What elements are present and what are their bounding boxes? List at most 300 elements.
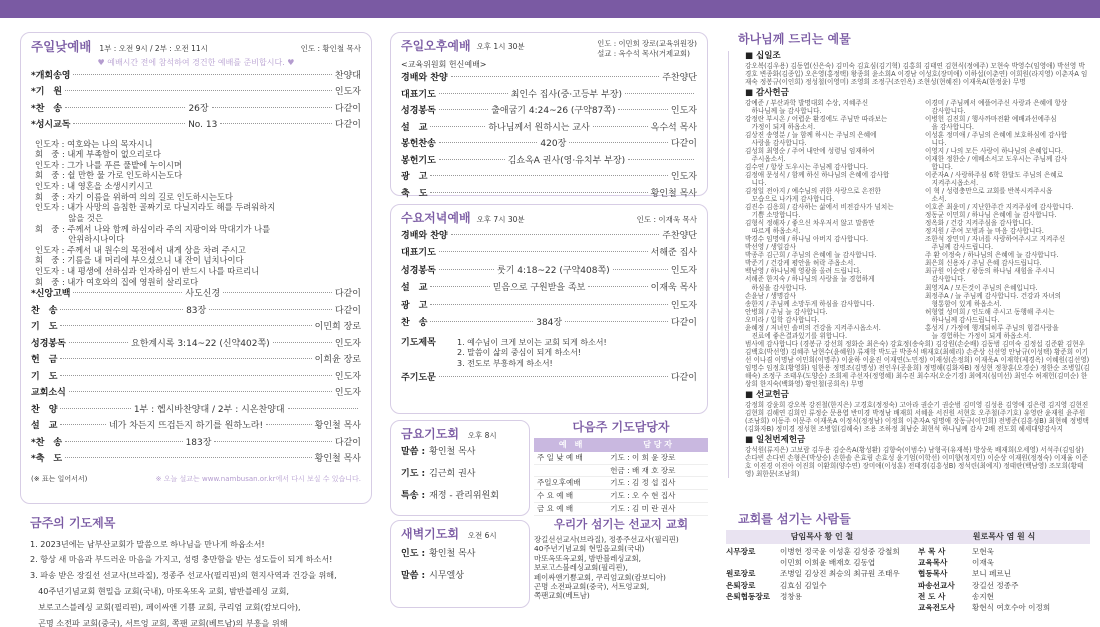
afternoon-order-label: 경배와 찬양 bbox=[401, 73, 448, 84]
worship-order-label: *개회송영 bbox=[31, 70, 71, 81]
friday-title: 금요기도회 bbox=[401, 427, 459, 441]
thanks-entry: 을 감사합니다. bbox=[925, 122, 975, 131]
worship-order-row bbox=[31, 120, 361, 137]
worship-order-leader: 다같이 bbox=[334, 289, 362, 300]
service-cell bbox=[534, 464, 607, 477]
thanks-entry: 박준기 / 건강케 평안을 허락 주옵소서. bbox=[745, 259, 856, 268]
prayer-topic: 3. 파송 받은 장길선 선교사(브라질), 정종주 선교사(필리핀)의 현지사역과 건강을 위해, bbox=[30, 570, 337, 581]
thanks-entry: 최영지A / 모든것이 주님의 은혜입니다. bbox=[925, 283, 1038, 292]
worship-order-label: 찬 송 bbox=[31, 305, 58, 316]
thanks-entry: 정동균 이민희 / 하나님 은혜에 늘 감사합니다. bbox=[925, 211, 1057, 220]
wednesday-order-row bbox=[401, 283, 697, 301]
thanks-entry: 소서. bbox=[925, 195, 947, 204]
morning-notice: ♥ 예배시간 전에 참석하여 경건한 예배를 준비합시다. ♥ bbox=[97, 58, 295, 68]
weekly-thanks-label: 범사에 감사합니다 bbox=[745, 339, 799, 348]
afternoon-preacher: 설교 : 옥수석 목사(거제교회) bbox=[597, 48, 690, 58]
worship-order-label: *축 도 bbox=[31, 454, 63, 465]
worship-order-label: *성시교독 bbox=[31, 120, 71, 131]
wednesday-order-content: 믿음으로 구원받을 족보 bbox=[492, 283, 586, 294]
thanks-entry: 송한지 / 주님께 소망두게 하심을 감사합니다. bbox=[745, 299, 875, 308]
dawn-row-value: 시무엘상 bbox=[429, 570, 464, 581]
building-offering-label: 일천번제헌금 bbox=[756, 435, 806, 446]
thanks-entry: 니다. bbox=[745, 179, 767, 188]
afternoon-order bbox=[401, 73, 697, 205]
afternoon-order-leader: 다같이 bbox=[670, 139, 697, 150]
thanks-entry: 감사합니다. bbox=[925, 275, 966, 284]
wednesday-order-leader: 인도자 bbox=[670, 300, 697, 311]
servant-names: 이민희 이희윤 배재호 김동엽 bbox=[780, 558, 876, 568]
afternoon-order-label: 축 도 bbox=[401, 188, 428, 199]
servant-row bbox=[918, 546, 1090, 557]
dawn-prayer-box bbox=[390, 520, 530, 608]
friday-row bbox=[401, 447, 519, 469]
senior-pastor: 담임목사 황 인 철 bbox=[790, 531, 854, 541]
afternoon-title: 주일오후예배 bbox=[401, 39, 471, 53]
thanks-entry: 형통함이 있게 하옵소서. bbox=[925, 299, 1002, 308]
wednesday-order-leader: 이재욱 목사 bbox=[650, 283, 697, 294]
wednesday-order-label: 성경봉독 bbox=[401, 265, 436, 276]
table-row bbox=[534, 477, 708, 490]
servant-names: 조병일 김상진 최승의 최규원 조태우 bbox=[780, 569, 900, 579]
afternoon-order-content: 최인수 집사(중·고등부 부장) bbox=[510, 89, 623, 100]
servant-names: 보니 페르닌 bbox=[972, 569, 1012, 579]
worship-order-row bbox=[31, 388, 361, 405]
thanks-entry: 최규원 이순란 / 광동의 하나님 새힘을 주시니 bbox=[925, 267, 1055, 276]
morning-order-continued bbox=[31, 289, 361, 471]
tithe-list: 강오복(김우용) 김동엽(신은숙) 김미숙 김효심(김기혁) 김홍희 김태연 김현식(정예주) 모현숙 박영수(임영애) 박선영 박경호 변종화(김종입) 오은영(홍정택) 왕종희 윤소희A 이경남 이성호(장미애) 이하섭(이춘연) 이희원(라지영) 이춘자A 임재숙 정봉규(이인희) 정성철(이영미) 조영희 조정구(조인옥) 조현성(현혜진) 이재욱A(한정윤) 무명 bbox=[745, 61, 1088, 86]
servant-names: 이병헌 정국윤 이성훈 김성중 강철희 bbox=[780, 546, 900, 556]
thanks-entry: 김진수 김응희 / 감사하는 삶에서 비전감사가 넘치는 bbox=[745, 203, 894, 212]
afternoon-order-row bbox=[401, 189, 697, 206]
thanks-entry: 안병희 / 주님 늘 감사합니다. bbox=[745, 307, 828, 316]
afternoon-order-row bbox=[401, 90, 697, 107]
afternoon-order-content: 420장 bbox=[540, 139, 567, 150]
friday-row-label: 특송 : bbox=[401, 490, 426, 501]
thanks-entry: 진료에 좋은결과있기를 위합니다. bbox=[745, 331, 848, 340]
building-offering-list: 강석원(류지은) 고보람 김두용 김순옥A(황성환) 김향숙(이범수) 남형곡(유재복) 방상욱 배재희(오세영) 서석주(김임삼) 손다빈 손다빈 손형은(박상승) 손한솔 은효림 손효성 윤기엄(이학선) 이미향(정지인) 이순상 이재원(정정숙) 이재율 이준호 이진경 이진아 이진희 이환희(양수연) 장미애(이성훈) 전태경(김흥성B) 정석린(최예지) 정태란(백남영) 조모희(황태영) 최한문(조남희) bbox=[745, 446, 1089, 479]
sermon-online-note: ※ 오늘 설교는 www.nambusan.or.kr에서 다시 보실 수 있습니다. bbox=[155, 474, 361, 483]
thanks-entry: 박경수 임명애 / 하나님 아버지 감사합니다. bbox=[745, 235, 869, 244]
worship-order-content: 요한계시록 3:14~22 (신약402쪽) bbox=[131, 338, 270, 349]
assignee-cell: 기도 : 김 미 란 권사 bbox=[607, 502, 708, 515]
afternoon-order-label: 광 고 bbox=[401, 172, 428, 183]
thanks-entry: 주 환 이정숙 / 하나님의 은혜에 늘 감사합니다. bbox=[925, 251, 1059, 260]
worship-order-content: 1부 : 헵시바찬양대 / 2부 : 시온찬양대 bbox=[133, 404, 285, 415]
servant-row bbox=[726, 546, 918, 557]
assignee-cell: 기도 : 김 정 섭 집사 bbox=[607, 477, 708, 490]
morning-title: 주일낮예배 bbox=[31, 39, 92, 54]
thanks-entry: 합니다. bbox=[925, 163, 953, 172]
morning-times: 1부 : 오전 9시 / 2부 : 오전 11시 bbox=[99, 44, 208, 53]
worship-order-label: *찬 송 bbox=[31, 103, 63, 114]
psalm-reading bbox=[35, 139, 361, 288]
friday-row-label: 기도 : bbox=[401, 468, 426, 479]
mission-churches bbox=[534, 517, 708, 601]
litany-line: 회 중 : 자기 이름을 위하여 의의 길로 인도하시는도다 bbox=[35, 191, 233, 202]
thanks-entry: 김정애 문성식 / 함께 하신 하나님의 은혜에 감사합 bbox=[745, 171, 890, 180]
worship-order-label: 헌 금 bbox=[31, 355, 58, 366]
thanks-entry: 조한석 장민미 / 자녀를 사랑하여주시고 지켜주신 bbox=[925, 235, 1066, 244]
thanks-entry: 정지원 / 주여 모범과 늘 마음 감사합니다. bbox=[925, 227, 1044, 236]
thanks-entry: 이재한 정한순 / 에베소서고 도우시는 주님께 감사 bbox=[925, 155, 1068, 163]
table-header: 담 당 자 bbox=[607, 438, 708, 452]
morning-preacher: 인도 : 황인철 목사 bbox=[300, 44, 361, 53]
afternoon-order-leader: 인도자 bbox=[670, 106, 698, 117]
afternoon-order-label: 성경봉독 bbox=[401, 106, 436, 117]
worship-order-row bbox=[31, 372, 361, 389]
service-cell: 금 요 예 배 bbox=[534, 502, 607, 515]
wednesday-prayer-item: 3. 전도로 부흥하게 하소서! bbox=[457, 359, 553, 369]
afternoon-order-label: 설 교 bbox=[401, 122, 428, 133]
wednesday-order bbox=[401, 231, 697, 336]
servant-role: 파송선교사 bbox=[918, 580, 955, 590]
friday-prayer-box bbox=[390, 420, 530, 516]
thanks-entry: 하심을 감사합니다. bbox=[745, 283, 807, 292]
thanks-entry: 김성희 최영순 / 주여 내안에 성령님 임재하여 bbox=[745, 146, 875, 155]
thanks-entry: 기쁨 소망합니다. bbox=[745, 211, 801, 220]
service-cell: 수 요 예 배 bbox=[534, 490, 607, 503]
worship-order-row bbox=[31, 339, 361, 356]
litany-line: 회 중 : 내게 부족함이 없으리로다 bbox=[35, 149, 161, 160]
afternoon-order-content: 출애굽기 4:24~26 (구약87쪽) bbox=[491, 106, 616, 117]
worship-order-content: 26장 bbox=[188, 103, 209, 114]
prayer-topic: 40주년기념교회 현밀읍 교회(국내), 마또옥또옥 교회, 밤반블레싱 교회, bbox=[30, 585, 289, 596]
thanks-entry: 최정주A / 늘 주님께 감사합니다. 건강과 자녀의 bbox=[925, 291, 1062, 300]
wednesday-order-label: 광 고 bbox=[401, 300, 428, 311]
servant-names: 이재욱 bbox=[972, 558, 995, 568]
thanks-entry: 손윤남 / 생명감사 bbox=[745, 291, 797, 300]
servant-role: 은퇴협동장로 bbox=[726, 591, 771, 601]
lords-prayer-value: 다같이 bbox=[670, 372, 697, 383]
afternoon-order-label: 봉헌기도 bbox=[401, 155, 436, 166]
servant-role: 부 목 사 bbox=[918, 546, 946, 556]
friday-time: 오후 8시 bbox=[467, 431, 497, 440]
thanks-entry: 홍성지 / 가정에 행계되히루 주님의 힘결사랑을 bbox=[925, 323, 1059, 332]
mission-offering-list: 강정희 강윤희 강오복 강진철(한지은) 고경호(정정숙) 고아라 권순기 권순범 김미영 김성용 김영애 김은령 김지영 김현진 김현희 김해연 김희인 류정순 문용엽 반미경 박정남 배재희 서혜윤 서진원 서현호 오주철(주기호) 유영란 윤재원 윤주원(조남희) 이동주 이문주 이재욱A 이정식(정정남) 이정희 이춘자A 임명애 장동규(이민희) 전병준(김흥성B) 최현혜 정병택(김화자B) 정미경 정성현 조병일(김해숙) 조용 조하정 최남순 최현석 하나님께 감사 2배 전도회 헤세대양감사지 bbox=[745, 400, 1089, 434]
servant-row bbox=[726, 580, 918, 591]
thanks-entry: 모습으로 나가게 감사합니다. bbox=[745, 195, 835, 204]
afternoon-order-row bbox=[401, 156, 697, 173]
thanks-entry: 박선영 / 생일감사 bbox=[745, 243, 797, 252]
worship-order-leader: 인도자 bbox=[334, 388, 361, 399]
prayer-topic: 보로고스블레싱 교회(필리핀), 페이싸앤 기쁨 교회, 쿠리엄 교회(캄보디아), bbox=[30, 601, 301, 612]
thanks-entry: 김정일 전아지 / 예수님의 귀한 사랑으로 온전한 bbox=[745, 187, 881, 196]
worship-order-label: 기 도 bbox=[31, 371, 58, 382]
afternoon-order-row bbox=[401, 73, 697, 90]
worship-order-label: *찬 송 bbox=[31, 437, 63, 448]
afternoon-order-row bbox=[401, 123, 697, 140]
worship-order-label: *기 원 bbox=[31, 87, 63, 98]
friday-row-value: 김근희 권사 bbox=[429, 468, 476, 479]
thanks-entry: 이 혁 / 성령충만으로 교회를 반복시켜주시옵 bbox=[925, 187, 1053, 196]
worship-order-content: 사도신경 bbox=[185, 289, 221, 300]
worship-order-row bbox=[31, 306, 361, 323]
wednesday-order-row bbox=[401, 318, 697, 336]
wednesday-order-label: 경배와 찬양 bbox=[401, 230, 448, 241]
thanks-entry: 늘 경험하는 가정이 되게 하옵소서. bbox=[925, 331, 1032, 340]
thanks-entry: 가정이 되게 하옵소서. bbox=[745, 122, 816, 131]
morning-order bbox=[31, 71, 361, 137]
friday-row-value: 황인철 목사 bbox=[429, 446, 476, 457]
mission-church: 마또옥또옥교회, 밤반블레싱교회, bbox=[534, 553, 642, 563]
worship-order-row bbox=[31, 104, 361, 121]
litany-line: 인도자 : 내가 사망의 음침한 골짜기로 다닐지라도 해를 두려워하지 bbox=[35, 202, 276, 213]
thanks-entry: 이호준 최윤미 / 지난한주간 지켜주심에 감사합니다. bbox=[925, 203, 1074, 212]
table-header: 예 배 bbox=[534, 438, 607, 452]
thanks-entry: 이성훈 정미애 / 주님의 은혜에 보호하심에 감사합 bbox=[925, 130, 1068, 139]
dawn-row-label: 말씀 : bbox=[401, 570, 426, 581]
servant-row bbox=[726, 557, 918, 568]
servant-role: 전 도 사 bbox=[918, 591, 946, 601]
dawn-row-value: 황인철 목사 bbox=[429, 548, 476, 559]
worship-order-row bbox=[31, 438, 361, 455]
worship-order-label: 기 도 bbox=[31, 322, 58, 333]
prayer-topics bbox=[30, 516, 375, 627]
servant-names: 정창용 bbox=[780, 591, 803, 601]
mission-church: 페이싸앤기쁨교회, 쿠리엄교회(캄보디아) bbox=[534, 572, 666, 582]
thanks-entry: 하나님께 감사드립니다. bbox=[925, 315, 1000, 324]
litany-line: 회 중 : 주께서 나와 함께 하심이라 주의 지팡이와 막대기가 나를 bbox=[35, 223, 271, 234]
next-week-title: 다음주 기도담당자 bbox=[572, 420, 670, 434]
servant-row bbox=[918, 557, 1090, 568]
thanks-entry: 최은희 신용자 / 주님 은혜 감사드립니다. bbox=[925, 259, 1042, 268]
thanks-entry: 감사합니다. bbox=[925, 106, 966, 115]
wednesday-order-content: 384장 bbox=[536, 318, 563, 329]
afternoon-order-content: 김쇼옥A 권사(영·유치부 부장) bbox=[507, 155, 626, 166]
thanks-entry: 김형식 정해자 / 좋으신 차우저서 않고 말씀만 bbox=[745, 219, 875, 228]
servant-row bbox=[918, 602, 1090, 613]
wednesday-order-row bbox=[401, 231, 697, 249]
servant-names: 모현욱 bbox=[972, 546, 995, 556]
mission-offering-label: 선교헌금 bbox=[756, 389, 789, 400]
servants-title: 교회를 섬기는 사람들 bbox=[738, 512, 851, 526]
servant-row bbox=[918, 580, 1090, 591]
dawn-time: 오전 6시 bbox=[467, 531, 497, 540]
thanks-entry: 주님께 감사드립니다. bbox=[925, 243, 994, 252]
litany-line: 않을 것은 bbox=[35, 212, 103, 223]
header-bar bbox=[0, 0, 1100, 18]
worship-order-content: No. 13 bbox=[188, 120, 218, 131]
thanks-entry: 김수연 / 항상 도우시는 주님께 감사합니다. bbox=[745, 163, 869, 172]
litany-line: 회 중 : 쉴 만한 물 가로 인도하시는도다 bbox=[35, 170, 183, 181]
worship-order-leader: 다같이 bbox=[334, 103, 362, 114]
afternoon-order-row bbox=[401, 106, 697, 123]
worship-order-leader: 황인철 목사 bbox=[314, 454, 361, 465]
thanks-entry: 강정란 부시온 / 어렵운 환경에도 주님만 따라보는 bbox=[745, 114, 888, 123]
worship-order-label: *신앙고백 bbox=[31, 289, 71, 300]
worship-order-leader: 인도자 bbox=[334, 338, 361, 349]
litany-line: 인도자 : 여호와는 나의 목자시니 bbox=[35, 138, 153, 149]
servant-role: 협동목사 bbox=[918, 569, 948, 579]
servant-row bbox=[918, 591, 1090, 602]
table-row bbox=[534, 490, 708, 503]
servant-row bbox=[726, 591, 918, 602]
thanks-entry: 김상진 송영분 / 늘 함께 하시는 주님의 은혜에 bbox=[745, 130, 877, 139]
thanks-entry: 강예준 / 부산과학 발명대회 수상, 지혜주신 bbox=[745, 98, 869, 107]
worship-order-leader: 이희윤 장로 bbox=[314, 355, 361, 366]
worship-order-leader: 황인철 목사 bbox=[314, 421, 362, 432]
wednesday-order-label: 찬 송 bbox=[401, 318, 428, 329]
wednesday-order-leader: 서해준 집사 bbox=[650, 248, 697, 259]
mission-church: 보로고스블레싱교회(필리핀), bbox=[534, 563, 628, 573]
servant-names: 송지현 bbox=[972, 591, 995, 601]
worship-order-row bbox=[31, 322, 361, 339]
wednesday-prayer-item: 1. 예수님이 크게 보이는 교회 되게 하소서! bbox=[457, 337, 607, 347]
worship-order-content: 네가 차든지 뜨겁든지 하기를 원하노라! bbox=[108, 421, 264, 432]
mission-church: 쪽팬교회(베트남) bbox=[534, 591, 590, 601]
worship-order-row bbox=[31, 71, 361, 88]
litany-line: 회 중 : 기름을 내 머리에 부으셨으니 내 잔이 넘치나이다 bbox=[35, 255, 244, 266]
servant-names: 김효심 김일수 bbox=[780, 580, 827, 590]
worship-order-row bbox=[31, 87, 361, 104]
next-week-prayer bbox=[534, 420, 708, 516]
friday-row-label: 말씀 : bbox=[401, 446, 426, 457]
worship-order-content: 83장 bbox=[186, 305, 207, 316]
morning-service-box bbox=[20, 32, 372, 504]
servant-role: 교육전도사 bbox=[918, 603, 955, 613]
litany-line: 인도자 : 내 영혼을 소생시키시고 bbox=[35, 181, 153, 192]
table-row bbox=[534, 452, 708, 464]
thanks-entry: 백남영 / 하나님께 영광을 올려 드립니다. bbox=[745, 267, 862, 276]
mission-church: 40주년기념교회 현밀읍교회(국내) bbox=[534, 544, 645, 554]
wednesday-order-content: 룻기 4:18~22 (구약408쪽) bbox=[497, 265, 610, 276]
offerings-title: 하나님께 드리는 예물 bbox=[738, 32, 851, 46]
prayer-topic: 2. 항상 새 마음과 부드러운 마음을 가지고, 성령 충만함을 받는 성도들이 되게 하소서! bbox=[30, 554, 333, 565]
worship-order-leader: 인도자 bbox=[334, 87, 361, 98]
service-cell: 주일오후예배 bbox=[534, 477, 607, 490]
servant-names: 황현식 여호수아 이정희 bbox=[972, 603, 1051, 613]
dawn-row bbox=[401, 549, 519, 571]
thanks-entry: 니다. bbox=[925, 138, 947, 147]
servant-role: 원로장로 bbox=[726, 569, 756, 579]
wednesday-prayer-label: 기도제목 bbox=[401, 337, 436, 348]
wednesday-order-row bbox=[401, 266, 697, 284]
worship-order-label: 교회소식 bbox=[31, 388, 66, 399]
thanks-entry: 이영지 / 나의 모든 사랑이 하나님의 은혜입니다. bbox=[925, 146, 1063, 155]
litany-line: 인도자 : 그가 나를 푸른 풀밭에 누이시며 bbox=[35, 159, 182, 170]
wednesday-order-label: 대표기도 bbox=[401, 248, 436, 259]
worship-order-leader: 다같이 bbox=[334, 120, 361, 131]
emeritus-pastor: 원로목사 염 원 식 bbox=[972, 531, 1036, 541]
thanks-entry: 지켜주시옵소서. bbox=[925, 179, 979, 188]
worship-order-label: 성경봉독 bbox=[31, 338, 66, 349]
worship-order-row bbox=[31, 405, 361, 422]
servant-role: 은퇴장로 bbox=[726, 580, 756, 590]
afternoon-order-leader: 주찬양단 bbox=[662, 73, 697, 84]
friday-row-value: 재정 - 관리위원회 bbox=[429, 490, 499, 501]
thanks-entry: 따르게 하옵소서. bbox=[745, 227, 801, 236]
afternoon-order-leader: 황인철 목사 bbox=[650, 188, 697, 199]
servant-names: 장길선 정종주 bbox=[972, 580, 1019, 590]
wednesday-order-label: 설 교 bbox=[401, 283, 428, 294]
thanks-entry: 허형열 성미희 / 인도해 주시고 동행해 주시는 bbox=[925, 307, 1055, 316]
afternoon-order-label: 대표기도 bbox=[401, 89, 436, 100]
worship-order-label: 찬 양 bbox=[31, 404, 58, 415]
servant-role: 시무장로 bbox=[726, 546, 756, 556]
thanks-entry: 윤혜정 / 저녀인 솔비의 건강을 지켜주시옵소서. bbox=[745, 323, 881, 332]
wednesday-time: 오후 7시 30분 bbox=[476, 215, 525, 224]
standing-note: (※ 표는 일어서서) bbox=[31, 474, 88, 483]
mission-church: 장길선선교사(브라질), 정종주선교사(필리핀) bbox=[534, 534, 679, 544]
wednesday-leader: 인도 : 이재욱 목사 bbox=[636, 215, 697, 224]
wednesday-order-row bbox=[401, 248, 697, 266]
afternoon-service-box bbox=[390, 32, 708, 199]
thanks-entry: 서해준 한지숙 / 하나님의 사랑을 늘 경험하게 bbox=[745, 275, 875, 284]
afternoon-order-leader: 옥수석 목사 bbox=[650, 122, 697, 133]
table-row bbox=[534, 464, 708, 477]
worship-order-leader: 다같이 bbox=[334, 437, 362, 448]
thanks-entry: 이경미 / 주님께서 예플어주신 사랑과 은혜에 항상 bbox=[925, 98, 1068, 107]
thanks-entry: 오미라 / 입학 감사합니다. bbox=[745, 315, 820, 324]
mission-church: 곤명 소전파교회(중국), 서트엉교회, bbox=[534, 581, 650, 591]
missions-title: 우리가 섬기는 선교지 교회 bbox=[553, 517, 689, 531]
servant-role: 교육목사 bbox=[918, 558, 948, 568]
assignee-cell: 헌금 : 배 재 호 장로 bbox=[607, 464, 708, 477]
friday-row bbox=[401, 469, 519, 491]
lords-prayer-label: 주기도문 bbox=[401, 372, 436, 383]
service-cell: 주 일 낮 예 배 bbox=[534, 452, 607, 464]
servant-row bbox=[918, 568, 1090, 579]
thanks-label: 감사헌금 bbox=[756, 87, 789, 98]
worship-order-leader: 인도자 bbox=[334, 371, 361, 382]
wednesday-order-leader: 인도자 bbox=[670, 265, 698, 276]
thanks-entry: 박종주 김근희 / 주님의 은혜에 늘 감사합니다. bbox=[745, 251, 877, 260]
church-servants bbox=[726, 512, 1090, 613]
tithe-label: 십일조 bbox=[756, 50, 781, 61]
litany-line: 회 중 : 내가 여호와의 집에 영원히 살리로다 bbox=[35, 276, 199, 287]
afternoon-order-leader: 인도자 bbox=[670, 172, 697, 183]
offerings: 하나님께 드리는 예물 ■ 십일조 강오복(김우용) 김동엽(신은숙) 김미숙 김효심(김기혁) 김홍희 김태연 김현식(정예주) 모현숙 박영수(임영애) 박선영 박경호 변종화(김종입) 오은영(홍정택) 왕종희 윤소희A 이경남 이성호(장미애) 이하섭(이춘연) 이희원(라지영) 이춘자A 임재숙 정봉규(이인희) 정성철(이영미) 조영희 조정구(조인옥) 조현성(현혜진) 이재욱A(한정윤) 무명 ■ 감사헌금 강예준 / 부산과학 발명대회 수상, 지혜주신 하나님께 늘 감사합니다. 강정란 부시온 / 어렵운 환경에도 주님만 따라보는 가정이 되게 하옵소서. 김상진 송영분 / 늘 함께 하시는 주님의 은혜에 사랑을 감사합니다. 김성희 최영순 / 주여 내안에 성령님 임재하여 주시옵소서. 김수연 / 항상 도우시는 주님께 감사합니다. 김정애 문성식 / 함께 하신 하나님의 은혜에 감사합 니다. 김정일 전아지 / 예수님의 귀한 사랑으로 온전한 모습으로 나가게 감사합니다. 김진수 김응희 / 감사하는 삶에서 비전감사가 넘치는 기쁨 소망합니다. 김형식 정해자 / 좋으신 차우저서 않고 말씀만 따르게 하옵소서. 박경수 임명애 / 하나님 아버지 감사합니다. 박선영 / 생일감사 박종주 김근희 / 주님의 은혜에 늘 감사합니다. 박준기 / 건강케 평안을 허락 주옵소서. 백남영 / 하나님께 영광을 올려 드립니다. 서해준 한지숙 / 하나님의 사랑을 늘 경험하게 하심을 감사합니다. 손윤남 / 생명감사 송한지 / 주님께 소망두게 하심을 감사합니다. 안병희 / 주님 늘 감사합니다. 오미라 / 입학 감사합니다. 윤혜정 / 저녀인 솔비의 건강을 지켜주시옵소서. 진료에 좋은결과있기를 위합니다. 이경미 / 주님께서 예플어주신 사랑과 은혜에 항상 감사합니다. 이병헌 김진희 / 행사까마전환 예배과선에주심 을 감사합니다. 이성훈 정미애 / 주님의 은혜에 보호하심에 감사합 니다. 이영지 / 나의 모든 사랑이 하나님의 은혜입니다. 이재한 정한순 / 에베소서고 도우시는 주님께 감사 합니다. 이준자A / 사랑하주심 6학 한달도 주님의 은혜로 지켜주시옵소서. 이 혁 / 성령충만으로 교회를 반복시켜주시옵 소서. 이호준 최윤미 / 지난한주간 지켜주심에 감사합니다. 정동균 이민희 / 하나님 은혜에 늘 감사합니다. 정옥화 / 건강 지켜주심을 감사합니다. 정지원 / 주여 모범과 늘 마음 감사합니다. 조한석 장민미 / 자녀를 사랑하여주시고 지켜주신 주님께 감사드립니다. 주 환 이정숙 / 하나님의 은혜에 늘 감사합니다. 최은희 신용자 / 주님 은혜 감사드립니다. 최규원 이순란 / 광동의 하나님 새힘을 주시니 감사합니다. 최영지A / 모든것이 주님의 은혜입니다. 최정주A / 늘 주님께 감사합니다. 건강과 자녀의 형통함이 있게 하옵소서. 허형열 성미희 / 인도해 주시고 동행해 주시는 하나님께 감사드립니다. 홍성지 / 가정에 행계되히루 주님의 힘결사랑을 늘 경험하는 가정이 되게 하옵소서. 범사에 감사합니다 (경봉규 강선희 정화순 최은숙) 강효정(송숙희) 김강원(손순배) 김동범 김미숙 김정섭 김준환 김현우 김백호(박선영) 김혜주 남현수(윤혜원) 류재학 박도균 박종식 배재호(최혜리) 손준상 신선영 안남규(이성택) 황준희 이기선 이나겸 이명남 이민희(이명주) 이윤하 이윤진 이재연(노민정) 이재성(손정희) 이재욱A 이재학(제경옥) 이혜원(김선영) 임명수 임정호(황영화) 임한용 정명조(김명성) 전인우(공윤희) 정명해(김화자B) 정성현 정창훈(오경순) 정한순 조병일(김해숙) 조정구 조태우(도양순) 조희제 주선자(정영혜) 최수진 최수자(오순기경) 최예지(심미선) 최인수 허재헌(김미순) 한상희 한지숙(백화영) 황인철(공희옥) 무명 ■ 선교헌금 강정희 강윤희 강오복 강진철(한지은) 고경호(정정숙) 고아라 권순기 권순범 김미영 김성용 김영애 김은령 김지영 김현진 김현희 김해연 김희인 류정순 문용엽 반미경 박정남 배재희 서혜윤 서진원 서현호 오주철(주기호) 유영란 윤재원 윤주원(조남희) 이동주 이문주 이재욱A 이정식(정정남) 이정희 이춘자A 임명애 장동규(이민희) 전병준(김흥성B) 최현혜 정병택(김화자B) 정미경 정성현 조병일(김해숙) 조용 조하정 최남순 최현석 하나님께 감사 2배 전도회 헤세대양감사지 ■ 일천번제헌금 강석원(류지은) 고보람 김두용 김순옥A(황성환) 김향숙(이범수) 남형곡(유재복) 방상욱 배재희(오세영) 서석주(김임삼) 손다빈 손다빈 손형은(박상승) 손한솔 은효림 손효성 윤기엄(이학선) 이미향(정지인) 이순상 이재원(정정숙) 이재율 이준호 이진경 이진아 이진희 이환희(양수연) 장미애(이성훈) 전태경(김흥성B) 정석린(최예지) 정태란(백남영) 조모희(황태영) 최한문(조남희) bbox=[724, 32, 1090, 508]
table-row bbox=[534, 502, 708, 515]
dawn-title: 새벽기도회 bbox=[401, 527, 459, 541]
worship-order-label: 설 교 bbox=[31, 421, 58, 432]
afternoon-subtitle: <교육위원회 헌신예배> bbox=[401, 59, 487, 69]
worship-order-leader: 이민희 장로 bbox=[314, 322, 361, 333]
afternoon-leader: 인도 : 이민희 장로(교육위원장) bbox=[597, 39, 697, 48]
wednesday-order-row bbox=[401, 301, 697, 319]
weekly-thanks-list: (경봉규 강선희 정화순 최은숙) 강효정(송숙희) 김강원(손순배) 김동범 김미숙 김정섭 김준환 김현우 김백호(박선영) 김혜주 남현수(윤혜원) 류재학 박도균 박종식 배재호(최혜리) 손준상 신선영 안남규(이성택) 황준희 이기선 이나겸 이명남 이민희(이명주) 이윤하 이윤진 이재연(노민정) 이재성(손정희) 이재욱A 이재학(제경옥) 이혜원(김선영) 임명수 임정호(황영화) 임한용 정명조(김명성) 전인우(공윤희) 정명해(김화자B) 정성현 정창훈(오경순) 정한순 조병일(김해숙) 조정구 조태우(도양순) 조희제 주선자(정영혜) 최수진 최수자(오순기경) 최예지(심미선) 최인수 허재헌(김미순) 한상희 한지숙(백화영) 황인철(공희옥) 무명 bbox=[745, 339, 1090, 388]
dawn-row-label: 인도 : bbox=[401, 548, 426, 559]
wednesday-order-leader: 주찬양단 bbox=[662, 230, 697, 241]
afternoon-order-row bbox=[401, 139, 697, 156]
afternoon-order-content: 하나님께서 원하시는 교사 bbox=[488, 122, 590, 133]
thanks-entry: 하나님께 늘 감사합니다. bbox=[745, 106, 822, 115]
thanks-entry: 사랑을 감사합니다. bbox=[745, 138, 807, 147]
afternoon-time: 오후 1시 30분 bbox=[476, 42, 525, 51]
friday-row bbox=[401, 491, 519, 513]
wednesday-order-leader: 다같이 bbox=[670, 318, 698, 329]
litany-line: 안위하시나이다 bbox=[35, 234, 125, 245]
prayer-topic: 곤명 소전파 교회(중국), 서트엉 교회, 쪽팬 교회(베트남)의 부흥을 위해 bbox=[30, 617, 288, 627]
worship-order-content: 183장 bbox=[185, 437, 212, 448]
wednesday-service-box bbox=[390, 204, 708, 414]
wednesday-title: 수요저녁예배 bbox=[401, 211, 471, 225]
worship-order-row bbox=[31, 355, 361, 372]
prayer-topic: 1. 2023년에는 남부산교회가 말씀으로 하나님을 만나게 하옵소서! bbox=[30, 538, 265, 549]
worship-order-row bbox=[31, 454, 361, 471]
afternoon-order-row bbox=[401, 172, 697, 189]
dawn-row bbox=[401, 571, 519, 593]
servant-row bbox=[726, 568, 918, 579]
worship-order-row bbox=[31, 289, 361, 306]
litany-line: 인도자 : 내 평생에 선하심과 인자하심이 반드시 나를 따르리니 bbox=[35, 265, 260, 276]
assignee-cell: 기도 : 오 수 현 집사 bbox=[607, 490, 708, 503]
wednesday-prayer-item: 2. 말씀이 삶의 중심이 되게 하소서! bbox=[457, 348, 582, 358]
thanks-entry: 정옥화 / 건강 지켜주심을 감사합니다. bbox=[925, 219, 1034, 228]
afternoon-order-label: 봉헌찬송 bbox=[401, 139, 436, 150]
thanks-entry: 이준자A / 사랑하주심 6학 한달도 주님의 은혜로 bbox=[925, 171, 1064, 180]
prayer-topics-title: 금주의 기도제목 bbox=[30, 516, 116, 530]
